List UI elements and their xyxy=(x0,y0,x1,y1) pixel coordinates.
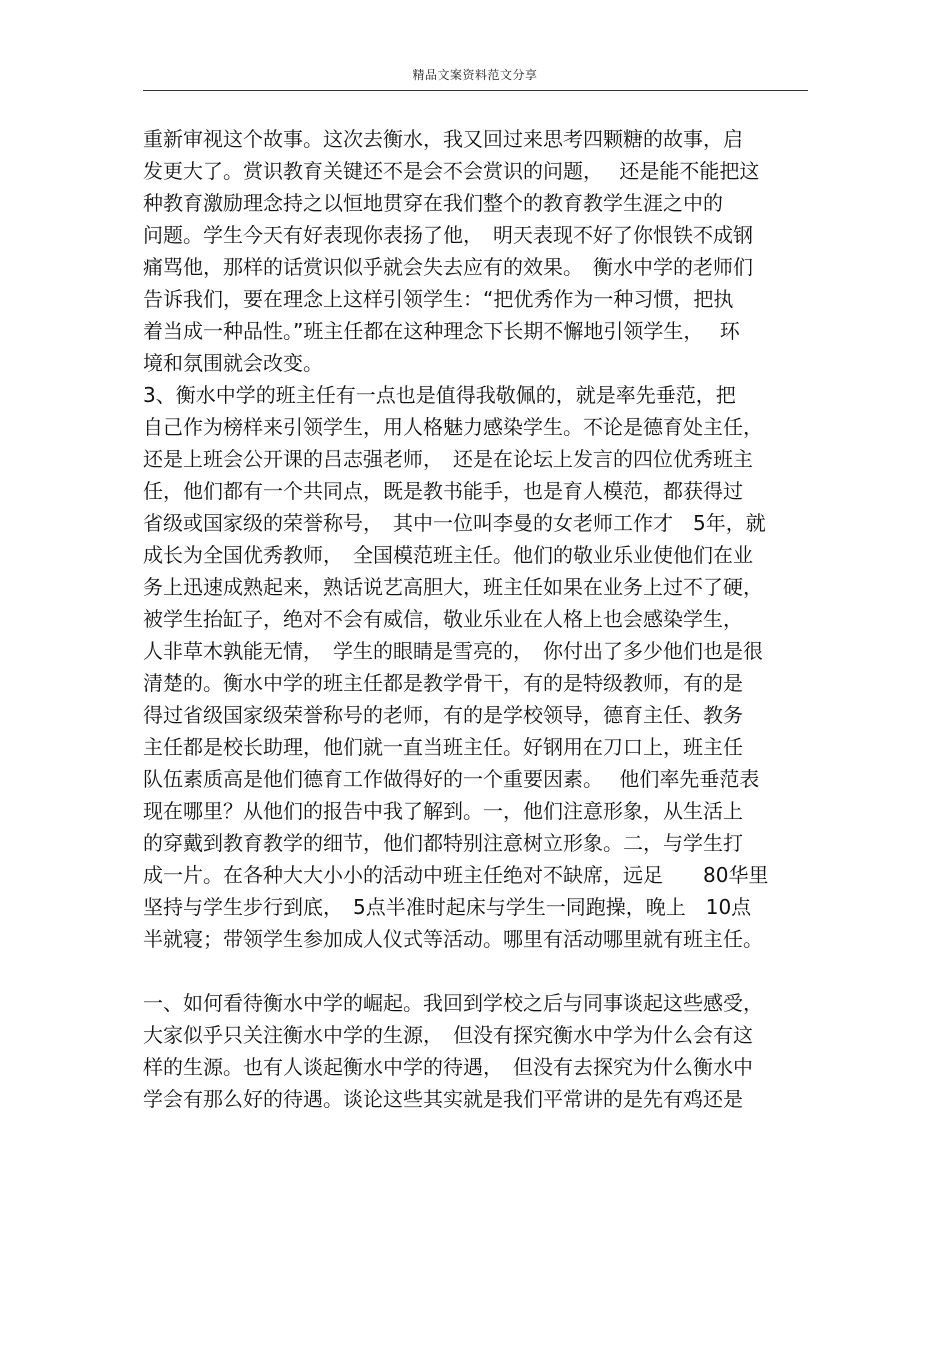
text-line: 告诉我们，要在理念上这样引领学生：“把优秀作为一种习惯，把执 xyxy=(143,287,734,311)
text-line: 自己作为榜样来引领学生，用人格魅力感染学生。不论是德育处主任， xyxy=(143,415,763,439)
text-line: 问题。学生今天有好表现你表扬了他， 明天表现不好了你恨铁不成钢 xyxy=(143,223,753,247)
header-divider xyxy=(143,90,808,91)
text-line: 样的生源。也有人谈起衡水中学的待遇， 但没有去探究为什么衡水中 xyxy=(143,1055,753,1079)
text-line: 痛骂他，那样的话赏识似乎就会失去应有的效果。 衡水中学的老师们 xyxy=(143,255,753,279)
text-line: 的穿戴到教育教学的细节，他们都特别注意树立形象。二，与学生打 xyxy=(143,831,743,855)
text-line: 得过省级国家级荣誉称号的老师，有的是学校领导，德育主任、教务 xyxy=(143,703,743,727)
text-line: 主任都是校长助理，他们就一直当班主任。好钢用在刀口上，班主任 xyxy=(143,735,743,759)
text-line: 还是上班会公开课的吕志强老师， 还是在论坛上发言的四位优秀班主 xyxy=(143,447,753,471)
text-line: 3、衡水中学的班主任有一点也是值得我敬佩的，就是率先垂范，把 xyxy=(143,383,736,407)
text-line: 任，他们都有一个共同点，既是教书能手，也是育人模范，都获得过 xyxy=(143,479,743,503)
text-line: 半就寝；带领学生参加成人仪式等活动。哪里有活动哪里就有班主任。 xyxy=(143,927,763,951)
text-line: 人非草木孰能无情， 学生的眼睛是雪亮的， 你付出了多少他们也是很 xyxy=(143,639,763,663)
text-line: 学会有那么好的待遇。谈论这些其实就是我们平常讲的是先有鸡还是 xyxy=(143,1087,743,1111)
text-line: 清楚的。衡水中学的班主任都是教学骨干，有的是特级教师，有的是 xyxy=(143,671,743,695)
text-line: 成长为全国优秀教师， 全国模范班主任。他们的敬业乐业使他们在业 xyxy=(143,543,753,567)
paragraph-gap xyxy=(143,955,813,987)
text-line: 务上迅速成熟起来，熟话说艺高胆大，班主任如果在业务上过不了硬， xyxy=(143,575,763,599)
text-line: 一、如何看待衡水中学的崛起。我回到学校之后与同事谈起这些感受， xyxy=(143,991,763,1015)
text-line: 坚持与学生步行到底， 5点半准时起床与学生一同跑操，晚上 10点 xyxy=(143,895,752,919)
text-line: 现在哪里？从他们的报告中我了解到。一，他们注意形象，从生活上 xyxy=(143,799,743,823)
text-line: 省级或国家级的荣誉称号， 其中一位叫李曼的女老师工作才 5年，就 xyxy=(143,511,766,535)
text-line: 境和氛围就会改变。 xyxy=(143,351,323,375)
text-line: 成一片。在各种大大小小的活动中班主任绝对不缺席，远足 80华里 xyxy=(143,863,769,887)
page-header: 精品文案资料范文分享 xyxy=(412,68,538,82)
text-line: 发更大了。赏识教育关键还不是会不会赏识的问题， 还是能不能把这 xyxy=(143,159,760,183)
text-line: 队伍素质高是他们德育工作做得好的一个重要因素。 他们率先垂范表 xyxy=(143,767,760,791)
text-line: 着当成一种品性。”班主任都在这种理念下长期不懈地引领学生， 环 xyxy=(143,319,740,343)
text-line: 大家似乎只关注衡水中学的生源， 但没有探究衡水中学为什么会有这 xyxy=(143,1023,753,1047)
text-line: 种教育激励理念持之以恒地贯穿在我们整个的教育教学生涯之中的 xyxy=(143,191,723,215)
document-body xyxy=(143,123,813,1115)
text-line: 重新审视这个故事。这次去衡水，我又回过来思考四颗糖的故事，启 xyxy=(143,127,743,151)
text-line: 被学生抬缸子，绝对不会有威信，敬业乐业在人格上也会感染学生， xyxy=(143,607,743,631)
